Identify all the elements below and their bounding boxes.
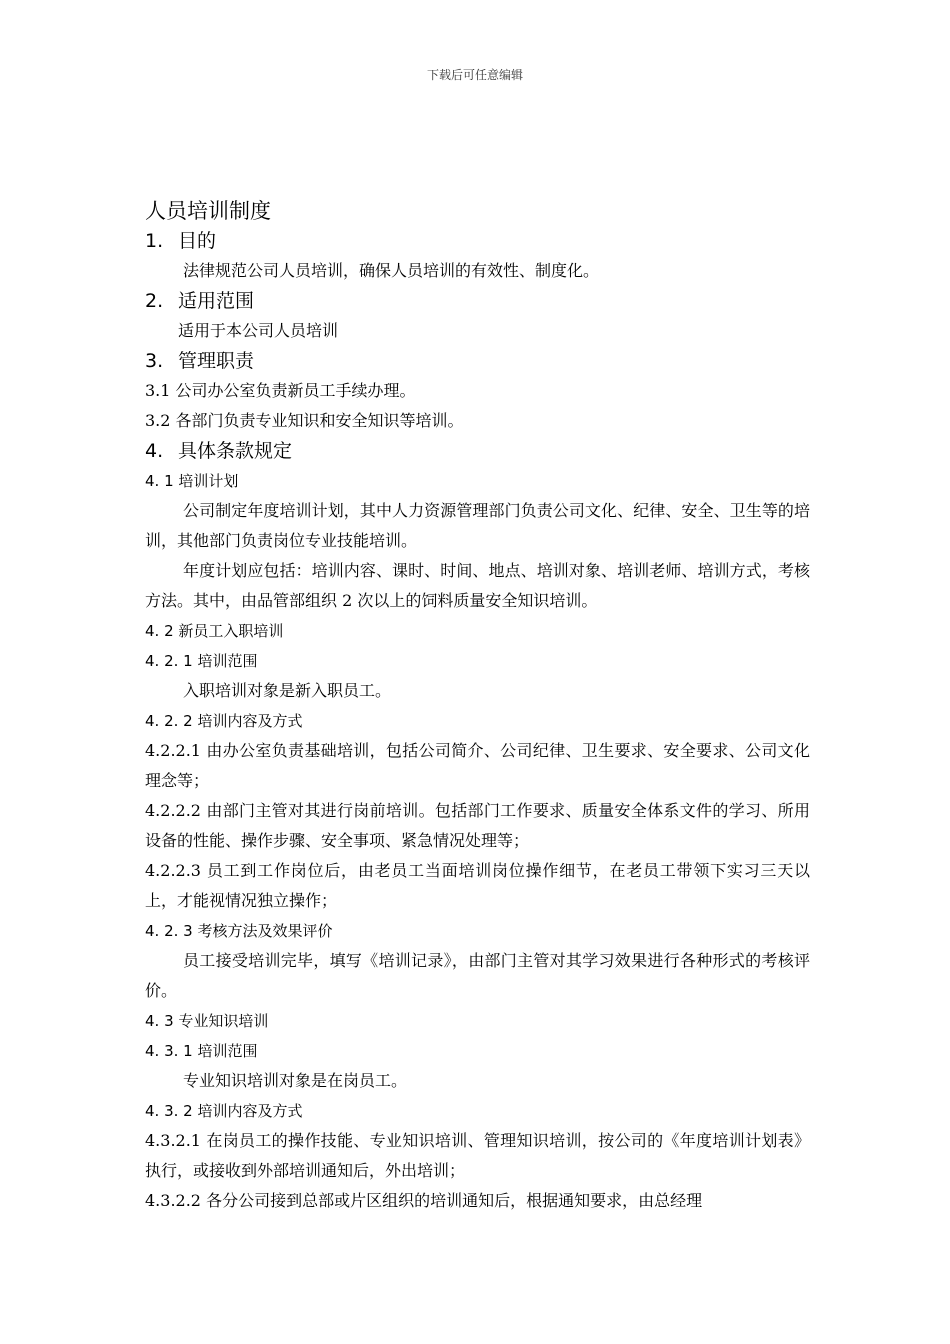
subsection-heading-training-plan: 4. 1 培训计划 bbox=[145, 472, 239, 490]
section-heading-responsibilities bbox=[145, 346, 810, 376]
section-number: 2. bbox=[145, 290, 164, 312]
responsibility-item: 3.2 各部门负责专业知识和安全知识等培训。 bbox=[145, 411, 464, 430]
section-number: 3. bbox=[145, 350, 164, 372]
section-title: 具体条款规定 bbox=[178, 440, 293, 462]
onboarding-scope-text: 入职培训对象是新入职员工。 bbox=[183, 681, 392, 700]
scope-text: 适用于本公司人员培训 bbox=[178, 321, 339, 340]
onboarding-assessment-text: 员工接受培训完毕，填写《培训记录》，由部门主管对其学习效果进行各种形式的考核评价。 bbox=[145, 951, 810, 1000]
page-title: 人员培训制度 bbox=[145, 199, 271, 223]
subsection-heading-onboarding-content: 4. 2. 2 培训内容及方式 bbox=[145, 712, 303, 730]
subsection-heading-onboarding-scope: 4. 2. 1 培训范围 bbox=[145, 652, 258, 670]
professional-content-item: 4.3.2.1 在岗员工的操作技能、专业知识培训、管理知识培训，按公司的《年度培训计划表》执行，或接收到外部培训通知后，外出培训； bbox=[145, 1131, 810, 1180]
section-title: 适用范围 bbox=[178, 290, 255, 312]
section-title: 目的 bbox=[178, 230, 217, 252]
purpose-text: 法律规范公司人员培训，确保人员培训的有效性、制度化。 bbox=[183, 261, 600, 280]
onboarding-content-item: 4.2.2.1 由办公室负责基础培训，包括公司简介、公司纪律、卫生要求、安全要求、公司文化理念等； bbox=[145, 741, 810, 790]
section-title: 管理职责 bbox=[178, 350, 255, 372]
header-note: 下载后可任意编辑 bbox=[426, 68, 523, 82]
section-heading-provisions bbox=[145, 436, 810, 466]
training-plan-paragraph: 公司制定年度培训计划，其中人力资源管理部门负责公司文化、纪律、安全、卫生等的培训，其他部门负责岗位专业技能培训。 bbox=[145, 501, 810, 550]
professional-content-item: 4.3.2.2 各分公司接到总部或片区组织的培训通知后，根据通知要求，由总经理 bbox=[145, 1191, 703, 1210]
subsection-heading-professional: 4. 3 专业知识培训 bbox=[145, 1012, 269, 1030]
subsection-heading-onboarding: 4. 2 新员工入职培训 bbox=[145, 622, 284, 640]
section-heading-purpose bbox=[145, 226, 810, 256]
subsection-heading-professional-scope: 4. 3. 1 培训范围 bbox=[145, 1042, 258, 1060]
section-heading-scope bbox=[145, 286, 810, 316]
section-number: 4. bbox=[145, 440, 164, 462]
professional-scope-text: 专业知识培训对象是在岗员工。 bbox=[183, 1071, 408, 1090]
onboarding-content-item: 4.2.2.2 由部门主管对其进行岗前培训。包括部门工作要求、质量安全体系文件的学习、所用设备的性能、操作步骤、安全事项、紧急情况处理等； bbox=[145, 801, 810, 850]
section-number: 1. bbox=[145, 230, 164, 252]
document-body bbox=[145, 196, 810, 1216]
subsection-heading-onboarding-assessment: 4. 2. 3 考核方法及效果评价 bbox=[145, 922, 333, 940]
subsection-heading-professional-content: 4. 3. 2 培训内容及方式 bbox=[145, 1102, 303, 1120]
onboarding-content-item: 4.2.2.3 员工到工作岗位后，由老员工当面培训岗位操作细节，在老员工带领下实习三天以上，才能视情况独立操作； bbox=[145, 861, 810, 910]
training-plan-paragraph: 年度计划应包括：培训内容、课时、时间、地点、培训对象、培训老师、培训方式，考核方法。其中，由品管部组织 2 次以上的饲料质量安全知识培训。 bbox=[145, 561, 810, 610]
responsibility-item: 3.1 公司办公室负责新员工手续办理。 bbox=[145, 381, 416, 400]
